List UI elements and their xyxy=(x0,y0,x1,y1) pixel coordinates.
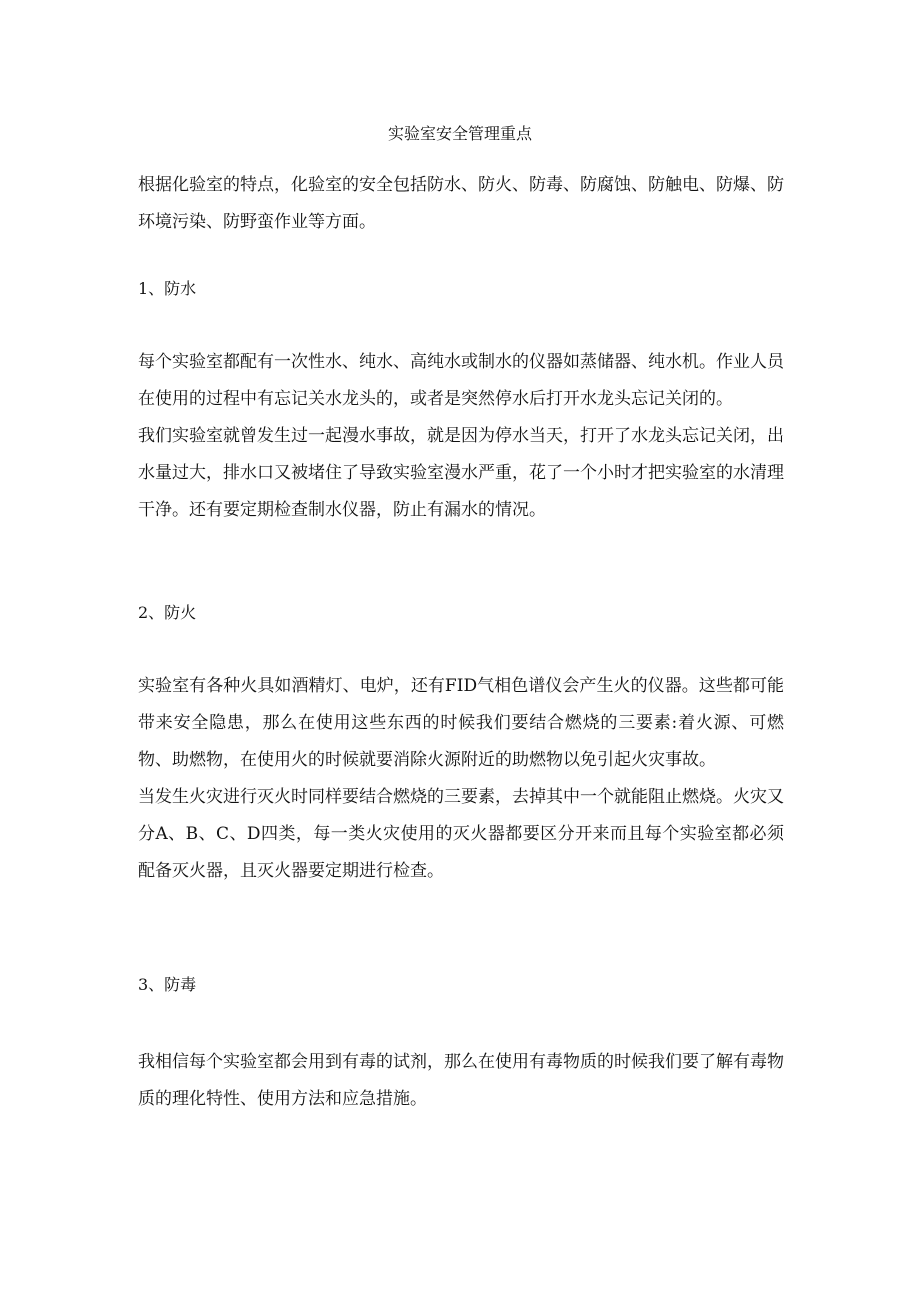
section-heading-poison: 3、防毒 xyxy=(138,975,197,994)
section-heading-fire: 2、防火 xyxy=(138,603,197,622)
poison-paragraph-1: 我相信每个实验室都会用到有毒的试剂，那么在使用有毒物质的时候我们要了解有毒物质的理化特性、使用方法和应急措施。 xyxy=(138,1052,784,1109)
water-paragraph-2: 我们实验室就曾发生过一起漫水事故，就是因为停水当天，打开了水龙头忘记关闭，出水量过大，排水口又被堵住了导致实验室漫水严重，花了一个小时才把实验室的水清理干净。还有要定期检查制水仪器，防止有漏水的情况。 xyxy=(138,426,784,520)
section-heading-water: 1、防水 xyxy=(138,279,197,298)
fire-paragraph-2: 当发生火灾进行灭火时同样要结合燃烧的三要素，去掉其中一个就能阻止燃烧。火灾又分A、B、C、D四类，每一类火灾使用的灭火器都要区分开来而且每个实验室都必须配备灭火器，且灭火器要定期进行检查。 xyxy=(138,787,784,881)
intro-paragraph: 根据化验室的特点，化验室的安全包括防水、防火、防毒、防腐蚀、防触电、防爆、防环境污染、防野蛮作业等方面。 xyxy=(138,175,784,232)
document-title: 实验室安全管理重点 xyxy=(387,124,532,143)
fire-paragraph-1: 实验室有各种火具如酒精灯、电炉，还有FID气相色谱仪会产生火的仪器。这些都可能带来安全隐患，那么在使用这些东西的时候我们要结合燃烧的三要素:着火源、可燃物、助燃物，在使用火的时候就要消除火源附近的助燃物以免引起火灾事故。 xyxy=(138,676,784,770)
water-paragraph-1: 每个实验室都配有一次性水、纯水、高纯水或制水的仪器如蒸储器、纯水机。作业人员在使用的过程中有忘记关水龙头的，或者是突然停水后打开水龙头忘记关闭的。 xyxy=(138,352,784,409)
